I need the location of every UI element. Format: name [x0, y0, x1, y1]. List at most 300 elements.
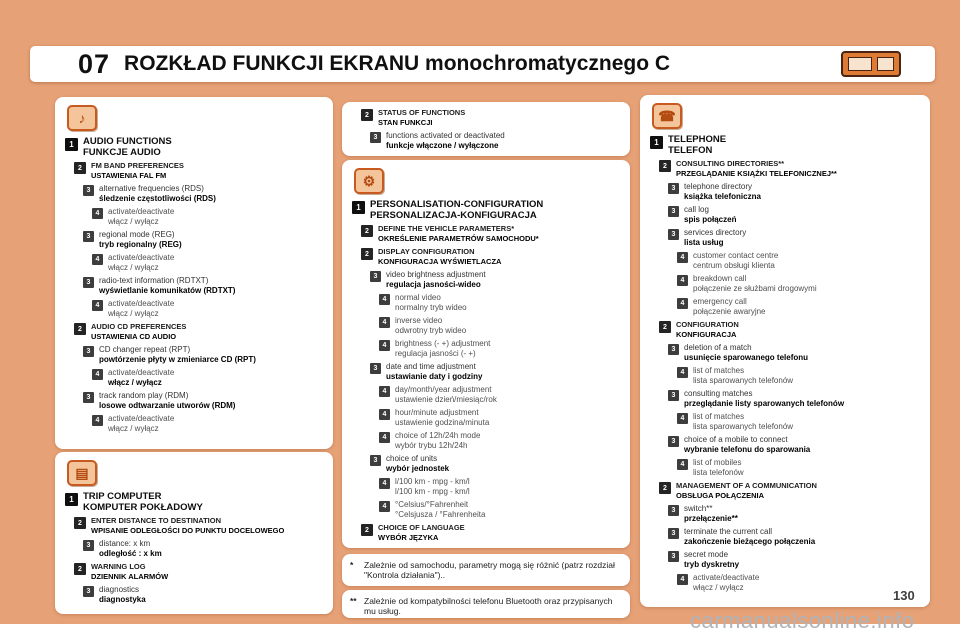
level-2-marker: 2	[659, 321, 671, 333]
entry-audio-2	[65, 184, 327, 204]
entry-labels	[91, 516, 284, 536]
audio-entries	[65, 136, 327, 434]
entry-perso-6	[352, 339, 624, 359]
entry-labels	[91, 161, 184, 181]
level-3-marker: 3	[668, 183, 679, 194]
entry-phone-0	[650, 134, 924, 156]
entry-labels	[386, 362, 482, 382]
label-pl: l/100 km - mpg - km/l	[395, 487, 470, 496]
entry-labels	[395, 408, 489, 428]
label-pl: spis połączeń	[684, 215, 737, 224]
label-pl: USTAWIENIA FAL FM	[91, 171, 167, 180]
entry-labels	[370, 199, 543, 221]
label-en: brightness (- +) adjustment	[395, 339, 491, 348]
level-3-marker: 3	[370, 363, 381, 374]
level-2-marker: 2	[74, 323, 86, 335]
label-en: activate/deactivate	[108, 253, 175, 262]
display-screen-small	[877, 57, 894, 71]
label-en: choice of 12h/24h mode	[395, 431, 481, 440]
entry-labels	[676, 320, 739, 340]
footnote-text: Zależnie od samochodu, parametry mogą się różnić (patrz rozdział "Kontrola działania")..	[364, 560, 615, 580]
entry-phone-15	[650, 481, 924, 501]
entry-perso-8	[352, 385, 624, 405]
level-3-marker: 3	[668, 505, 679, 516]
label-pl: centrum obsługi klienta	[693, 261, 775, 270]
entry-labels	[378, 523, 465, 543]
label-pl: FUNKCJE AUDIO	[83, 147, 161, 158]
level-2-marker: 2	[74, 563, 86, 575]
music-note-icon: ♪	[67, 105, 97, 131]
entry-labels	[108, 414, 174, 434]
label-en: choice of units	[386, 454, 438, 463]
label-en: list of matches	[693, 412, 745, 421]
level-3-marker: 3	[668, 436, 679, 447]
label-en: secret mode	[684, 550, 729, 559]
entry-audio-10	[65, 368, 327, 388]
label-en: AUDIO FUNCTIONS	[83, 136, 172, 147]
label-en: breakdown call	[693, 274, 747, 283]
label-pl: włącz / wyłącz	[693, 583, 744, 592]
entry-labels	[684, 504, 738, 524]
footnote-marker: **	[350, 596, 357, 606]
label-pl: tryb regionalny (REG)	[99, 240, 182, 249]
entry-labels	[684, 205, 736, 225]
label-en: WARNING LOG	[91, 562, 146, 571]
label-pl: OKREŚLENIE PARAMETRÓW SAMOCHODU*	[378, 234, 539, 243]
level-4-marker: 4	[379, 432, 390, 443]
level-3-marker: 3	[370, 132, 381, 143]
label-pl: PRZEGLĄDANIE KSIĄŻKI TELEFONICZNEJ**	[676, 169, 837, 178]
level-4-marker: 4	[379, 409, 390, 420]
label-pl: lista sparowanych telefonów	[693, 376, 794, 385]
entry-labels	[684, 435, 810, 455]
label-pl: ustawienie godzina/minuta	[395, 418, 490, 427]
entry-labels	[386, 454, 449, 474]
level-4-marker: 4	[677, 275, 688, 286]
level-3-marker: 3	[370, 455, 381, 466]
watermark: carmanualsonline.info	[690, 608, 915, 633]
entry-phone-10	[650, 366, 924, 386]
label-pl: OBSŁUGA POŁĄCZENIA	[676, 491, 765, 500]
level-2-marker: 2	[361, 109, 373, 121]
label-pl: normalny tryb wideo	[395, 303, 467, 312]
panel-trip-computer	[55, 452, 333, 614]
entry-labels	[378, 224, 539, 244]
level-1-marker: 1	[65, 493, 78, 506]
label-en: CD changer repeat (RPT)	[99, 345, 191, 354]
entry-labels	[395, 477, 470, 497]
footnote-bluetooth	[342, 590, 630, 618]
chapter-number: 07	[78, 48, 111, 79]
entry-labels	[693, 297, 766, 317]
entry-phone-3	[650, 205, 924, 225]
label-en: activate/deactivate	[108, 414, 175, 423]
entry-phone-4	[650, 228, 924, 248]
entry-perso-4	[352, 293, 624, 313]
level-4-marker: 4	[92, 369, 103, 380]
display-screen	[848, 57, 872, 71]
level-4-marker: 4	[92, 208, 103, 219]
telephone-icon: ☎	[652, 103, 682, 129]
label-pl: śledzenie częstotliwości (RDS)	[99, 194, 216, 203]
status-entries	[352, 108, 624, 151]
entry-labels	[395, 385, 497, 405]
label-pl: połączenie awaryjne	[693, 307, 766, 316]
label-en: CHOICE OF LANGUAGE	[378, 523, 465, 532]
level-2-marker: 2	[361, 524, 373, 536]
label-en: video brightness adjustment	[386, 270, 486, 279]
label-pl: regulacja jasności-wideo	[386, 280, 481, 289]
level-4-marker: 4	[677, 252, 688, 263]
label-pl: odwrotny tryb wideo	[395, 326, 467, 335]
level-2-marker: 2	[74, 162, 86, 174]
entry-audio-0	[65, 136, 327, 158]
label-en: track random play (RDM)	[99, 391, 189, 400]
label-en: DEFINE THE VEHICLE PARAMETERS*	[378, 224, 515, 233]
label-en: hour/minute adjustment	[395, 408, 479, 417]
label-en: activate/deactivate	[108, 299, 175, 308]
label-pl: zakończenie bieżącego połączenia	[684, 537, 816, 546]
label-pl: wyświetlanie komunikatów (RDTXT)	[99, 286, 236, 295]
level-4-marker: 4	[379, 294, 390, 305]
level-3-marker: 3	[83, 185, 94, 196]
label-en: day/month/year adjustment	[395, 385, 492, 394]
entry-phone-8	[650, 320, 924, 340]
entry-labels	[684, 527, 815, 547]
entry-labels	[693, 251, 778, 271]
entry-perso-12	[352, 477, 624, 497]
entry-audio-9	[65, 345, 327, 365]
entry-labels	[83, 136, 172, 158]
label-pl: włącz / wyłącz	[108, 424, 159, 433]
label-pl: przeglądanie listy sparowanych telefonów	[684, 399, 845, 408]
label-pl: lista usług	[684, 238, 724, 247]
entry-perso-9	[352, 408, 624, 428]
entry-phone-6	[650, 274, 924, 294]
label-pl: usunięcie sparowanego telefonu	[684, 353, 809, 362]
label-pl: TELEFON	[668, 145, 713, 156]
entry-labels	[684, 182, 761, 202]
entry-phone-11	[650, 389, 924, 409]
entry-labels	[83, 491, 203, 513]
entry-perso-5	[352, 316, 624, 336]
label-pl: STAN FUNKCJI	[378, 118, 433, 127]
level-4-marker: 4	[677, 298, 688, 309]
level-4-marker: 4	[379, 478, 390, 489]
label-pl: powtórzenie płyty w zmieniarce CD (RPT)	[99, 355, 256, 364]
level-4-marker: 4	[92, 254, 103, 265]
telephone-entries	[650, 134, 924, 593]
settings-gear-icon: ⚙	[354, 168, 384, 194]
label-pl: wybranie telefonu do sparowania	[684, 445, 811, 454]
entry-audio-6	[65, 276, 327, 296]
entry-labels	[693, 412, 793, 432]
entry-labels	[386, 131, 505, 151]
page-number: 130	[893, 588, 915, 603]
entry-labels	[108, 207, 174, 227]
entry-trip-2	[65, 539, 327, 559]
label-en: activate/deactivate	[693, 573, 760, 582]
label-en: switch**	[684, 504, 713, 513]
entry-phone-14	[650, 458, 924, 478]
entry-perso-14	[352, 523, 624, 543]
label-en: telephone directory	[684, 182, 753, 191]
level-4-marker: 4	[92, 300, 103, 311]
entry-perso-2	[352, 247, 624, 267]
entry-audio-8	[65, 322, 327, 342]
entry-phone-9	[650, 343, 924, 363]
level-3-marker: 3	[83, 586, 94, 597]
entry-perso-7	[352, 362, 624, 382]
footnote-vehicle-parameters	[342, 554, 630, 586]
level-2-marker: 2	[74, 517, 86, 529]
entry-labels	[684, 228, 746, 248]
entry-phone-16	[650, 504, 924, 524]
label-pl: wybór trybu 12h/24h	[395, 441, 468, 450]
label-pl: WPISANIE ODLEGŁOŚCI DO PUNKTU DOCELOWEGO	[91, 526, 285, 535]
level-3-marker: 3	[370, 271, 381, 282]
monochrome-display-icon	[841, 51, 901, 77]
entry-labels	[99, 391, 235, 411]
entry-labels	[99, 539, 162, 559]
label-en: date and time adjustment	[386, 362, 476, 371]
level-4-marker: 4	[677, 459, 688, 470]
entry-status-1	[352, 131, 624, 151]
level-4-marker: 4	[379, 501, 390, 512]
entry-labels	[99, 276, 235, 296]
label-pl: ustawianie daty i godziny	[386, 372, 483, 381]
entry-phone-1	[650, 159, 924, 179]
entry-labels	[395, 339, 490, 359]
label-pl: WYBÓR JĘZYKA	[378, 533, 439, 542]
label-pl: lista sparowanych telefonów	[693, 422, 794, 431]
footnote-text: Zależnie od kompatybilności telefonu Bluetooth oraz przypisanych mu usług.	[364, 596, 613, 616]
entry-labels	[108, 368, 174, 388]
personalisation-entries	[352, 199, 624, 543]
label-en: inverse video	[395, 316, 443, 325]
entry-phone-7	[650, 297, 924, 317]
label-en: terminate the current call	[684, 527, 773, 536]
level-3-marker: 3	[668, 229, 679, 240]
label-en: ENTER DISTANCE TO DESTINATION	[91, 516, 222, 525]
label-en: choice of a mobile to connect	[684, 435, 788, 444]
entry-audio-12	[65, 414, 327, 434]
entry-perso-0	[352, 199, 624, 221]
entry-status-0	[352, 108, 624, 128]
entry-trip-1	[65, 516, 327, 536]
trip-entries	[65, 491, 327, 605]
label-en: normal video	[395, 293, 441, 302]
label-en: customer contact centre	[693, 251, 779, 260]
label-en: radio-text information (RDTXT)	[99, 276, 209, 285]
entry-labels	[693, 573, 759, 593]
level-3-marker: 3	[668, 344, 679, 355]
entry-trip-0	[65, 491, 327, 513]
level-4-marker: 4	[677, 413, 688, 424]
label-en: activate/deactivate	[108, 207, 175, 216]
entry-phone-13	[650, 435, 924, 455]
label-pl: KONFIGURACJA WYŚWIETLACZA	[378, 257, 502, 266]
label-en: list of mobiles	[693, 458, 742, 467]
chapter-header	[30, 46, 935, 82]
label-en: FM BAND PREFERENCES	[91, 161, 184, 170]
entry-phone-19	[650, 573, 924, 593]
entry-perso-3	[352, 270, 624, 290]
level-4-marker: 4	[379, 340, 390, 351]
entry-labels	[395, 316, 466, 336]
label-pl: włącz / wyłącz	[108, 217, 159, 226]
entry-labels	[668, 134, 726, 156]
label-pl: tryb dyskretny	[684, 560, 740, 569]
label-en: deletion of a match	[684, 343, 752, 352]
entry-labels	[395, 500, 485, 520]
label-pl: książka telefoniczna	[684, 192, 761, 201]
entry-labels	[91, 562, 168, 582]
label-en: consulting matches	[684, 389, 753, 398]
entry-audio-11	[65, 391, 327, 411]
level-3-marker: 3	[83, 346, 94, 357]
label-pl: włącz / wyłącz	[108, 263, 159, 272]
label-pl: odległość : x km	[99, 549, 162, 558]
label-pl: regulacja jasności (- +)	[395, 349, 476, 358]
label-en: DISPLAY CONFIGURATION	[378, 247, 475, 256]
label-pl: ustawienie dzień/miesiąc/rok	[395, 395, 497, 404]
entry-labels	[693, 458, 744, 478]
label-en: diagnostics	[99, 585, 140, 594]
label-pl: włącz / wyłącz	[108, 378, 162, 387]
entry-phone-18	[650, 550, 924, 570]
label-en: list of matches	[693, 366, 745, 375]
level-1-marker: 1	[352, 201, 365, 214]
level-2-marker: 2	[361, 225, 373, 237]
entry-labels	[676, 159, 837, 179]
entry-audio-4	[65, 230, 327, 250]
label-en: regional mode (REG)	[99, 230, 175, 239]
label-en: AUDIO CD PREFERENCES	[91, 322, 187, 331]
entry-labels	[693, 274, 817, 294]
level-1-marker: 1	[650, 136, 663, 149]
entry-labels	[684, 389, 844, 409]
entry-perso-1	[352, 224, 624, 244]
level-3-marker: 3	[668, 390, 679, 401]
level-3-marker: 3	[668, 528, 679, 539]
label-pl: lista telefonów	[693, 468, 744, 477]
entry-labels	[99, 230, 182, 250]
label-en: distance: x km	[99, 539, 151, 548]
label-en: STATUS OF FUNCTIONS	[378, 108, 466, 117]
level-4-marker: 4	[379, 317, 390, 328]
label-pl: KOMPUTER POKŁADOWY	[83, 502, 203, 513]
label-en: PERSONALISATION-CONFIGURATION	[370, 199, 544, 210]
entry-labels	[99, 585, 146, 605]
entry-trip-3	[65, 562, 327, 582]
label-pl: włącz / wyłącz	[108, 309, 159, 318]
label-pl: USTAWIENIA CD AUDIO	[91, 332, 177, 341]
entry-labels	[676, 481, 817, 501]
entry-labels	[693, 366, 793, 386]
entry-labels	[108, 253, 174, 273]
level-3-marker: 3	[83, 277, 94, 288]
display-body	[841, 51, 901, 77]
label-en: CONSULTING DIRECTORIES**	[676, 159, 785, 168]
level-2-marker: 2	[659, 482, 671, 494]
level-3-marker: 3	[83, 540, 94, 551]
entry-audio-7	[65, 299, 327, 319]
entry-audio-5	[65, 253, 327, 273]
entry-labels	[108, 299, 174, 319]
entry-labels	[684, 550, 739, 570]
level-4-marker: 4	[677, 367, 688, 378]
panel-audio-functions	[55, 97, 333, 449]
level-4-marker: 4	[677, 574, 688, 585]
level-3-marker: 3	[668, 551, 679, 562]
label-pl: połączenie ze służbami drogowymi	[693, 284, 817, 293]
label-en: °Celsius/°Fahrenheit	[395, 500, 469, 509]
entry-audio-1	[65, 161, 327, 181]
label-en: CONFIGURATION	[676, 320, 739, 329]
panel-personalisation-configuration	[342, 160, 630, 548]
entry-perso-10	[352, 431, 624, 451]
footnote-marker: *	[350, 560, 354, 570]
label-en: call log	[684, 205, 709, 214]
label-en: emergency call	[693, 297, 747, 306]
entry-labels	[386, 270, 486, 290]
entry-labels	[395, 431, 480, 451]
level-4-marker: 4	[379, 386, 390, 397]
entry-trip-4	[65, 585, 327, 605]
entry-labels	[91, 322, 186, 342]
trip-computer-icon: ▤	[67, 460, 97, 486]
label-pl: wybór jednostek	[386, 464, 450, 473]
label-en: TRIP COMPUTER	[83, 491, 162, 502]
entry-phone-12	[650, 412, 924, 432]
page-title: ROZKŁAD FUNKCJI EKRANU monochromatycznego C	[124, 52, 671, 75]
entry-phone-5	[650, 251, 924, 271]
label-pl: diagnostyka	[99, 595, 146, 604]
entry-labels	[684, 343, 808, 363]
level-3-marker: 3	[668, 206, 679, 217]
entry-labels	[99, 345, 256, 365]
entry-perso-13	[352, 500, 624, 520]
label-pl: KONFIGURACJA	[676, 330, 737, 339]
level-4-marker: 4	[92, 415, 103, 426]
label-pl: DZIENNIK ALARMÓW	[91, 572, 169, 581]
label-en: alternative frequencies (RDS)	[99, 184, 204, 193]
panel-status-of-functions	[342, 102, 630, 156]
level-3-marker: 3	[83, 392, 94, 403]
label-pl: przełączenie**	[684, 514, 738, 523]
entry-labels	[378, 247, 501, 267]
label-en: TELEPHONE	[668, 134, 727, 145]
label-en: services directory	[684, 228, 747, 237]
entry-phone-2	[650, 182, 924, 202]
level-1-marker: 1	[65, 138, 78, 151]
label-pl: losowe odtwarzanie utworów (RDM)	[99, 401, 236, 410]
label-en: MANAGEMENT OF A COMMUNICATION	[676, 481, 817, 490]
label-en: activate/deactivate	[108, 368, 175, 377]
entry-labels	[378, 108, 465, 128]
entry-labels	[395, 293, 467, 313]
label-en: l/100 km - mpg - km/l	[395, 477, 470, 486]
label-pl: PERSONALIZACJA-KONFIGURACJA	[370, 210, 537, 221]
panel-telephone	[640, 95, 930, 607]
level-2-marker: 2	[659, 160, 671, 172]
label-pl: funkcje włączone / wyłączone	[386, 141, 499, 150]
level-3-marker: 3	[83, 231, 94, 242]
label-pl: °Celsjusza / °Fahrenheita	[395, 510, 486, 519]
entry-labels	[99, 184, 216, 204]
entry-phone-17	[650, 527, 924, 547]
